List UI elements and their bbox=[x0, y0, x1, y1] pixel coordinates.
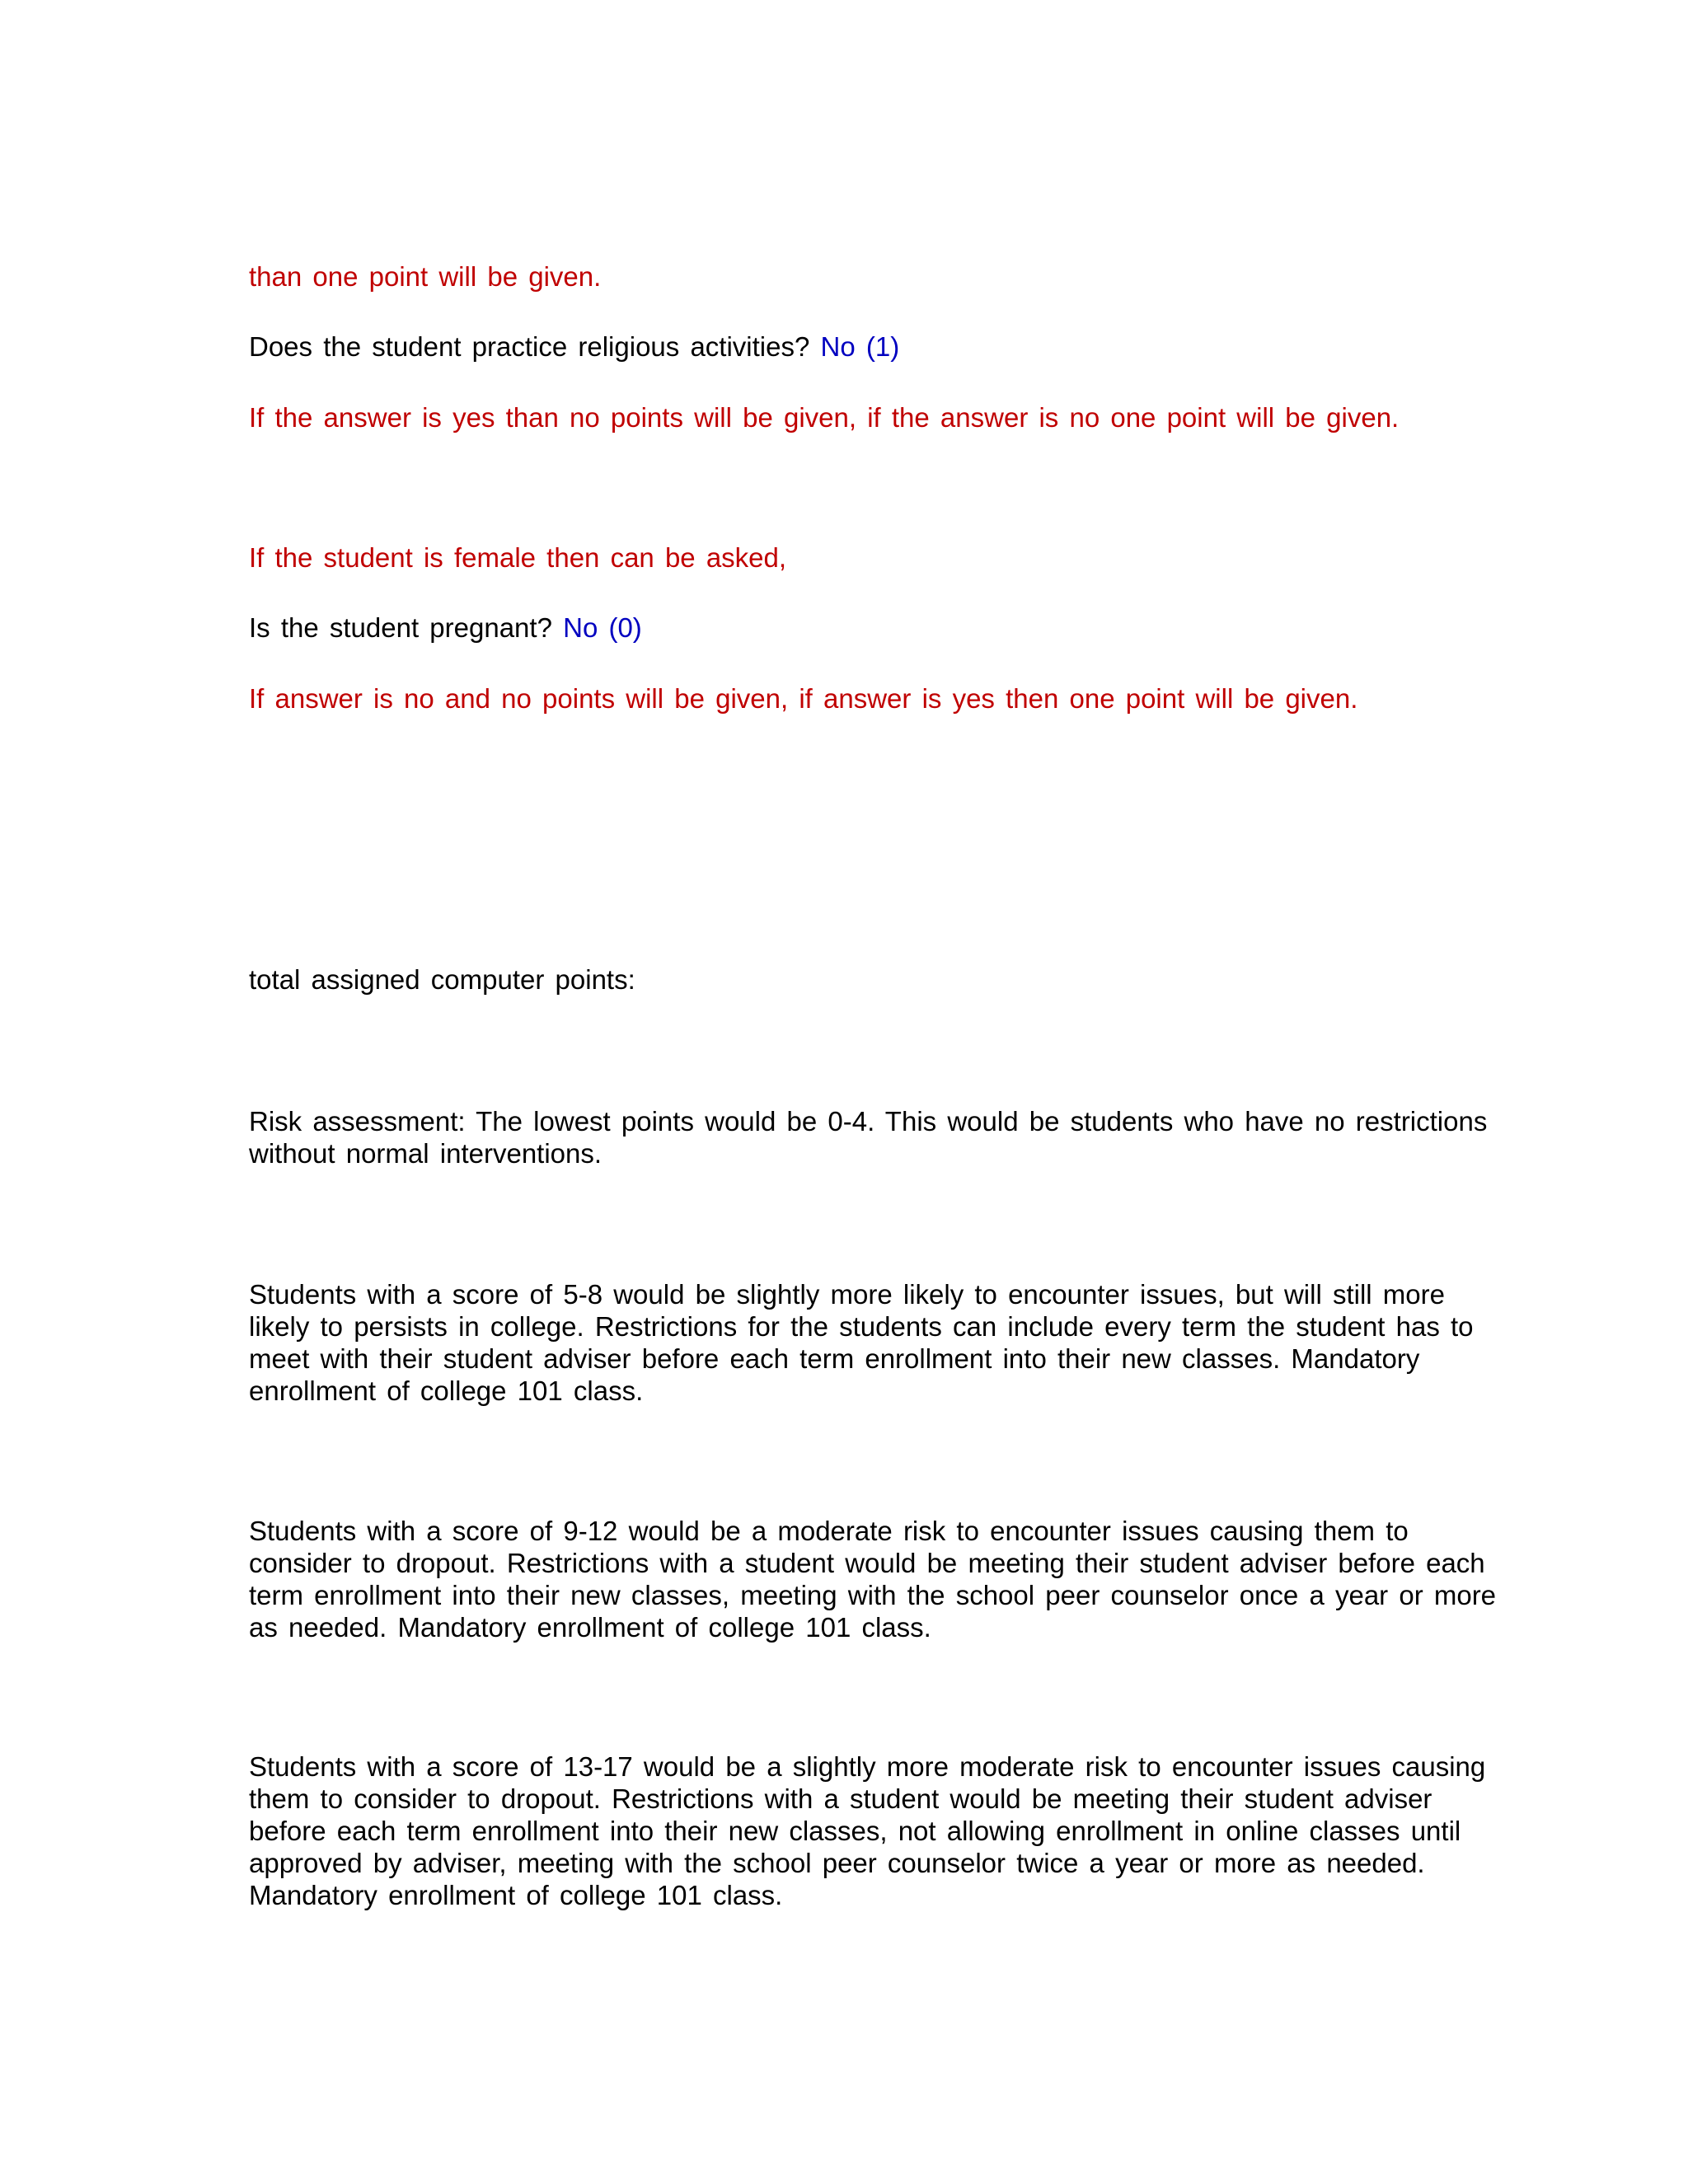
answer-pregnant: No (0) bbox=[563, 612, 642, 643]
risk-assessment-paragraph: Risk assessment: The lowest points would be 0-4. This would be students who have no restrictions without normal interventions. bbox=[249, 1106, 1488, 1169]
question-pregnant bbox=[249, 612, 642, 644]
instruction-point-given: than one point will be given. bbox=[249, 261, 602, 292]
instruction-pregnant-points: If answer is no and no points will be given, if answer is yes then one point will be given. bbox=[249, 683, 1358, 714]
question-pregnant-text: Is the student pregnant? bbox=[249, 612, 552, 643]
question-religious-text: Does the student practice religious activities? bbox=[249, 331, 810, 362]
answer-religious: No (1) bbox=[820, 331, 900, 362]
score-5-8-paragraph: Students with a score of 5-8 would be slightly more likely to encounter issues, but will still more likely to persists in college. Restrictions for the students can include every term the student has to meet with their student adviser before each term enrollment into their new classes. Mandatory enrollment of college 101 class. bbox=[249, 1279, 1474, 1406]
score-13-17-paragraph: Students with a score of 13-17 would be a slightly more moderate risk to encounter issues causing them to consider to dropout. Restrictions with a student would be meeting their student adviser before each term enrollment into their new classes, not allowing enrollment in online classes until approved by adviser, meeting with the school peer counselor twice a year or more as needed. Mandatory enrollment of college 101 class. bbox=[249, 1751, 1486, 1910]
instruction-female: If the student is female then can be asked, bbox=[249, 542, 787, 573]
score-9-12-paragraph: Students with a score of 9-12 would be a moderate risk to encounter issues causing them to consider to dropout. Restrictions with a student would be meeting their student adviser before each term enrollment into their new classes, meeting with the school peer counselor once a year or more as needed. Mandatory enrollment of college 101 class. bbox=[249, 1516, 1497, 1643]
question-religious bbox=[249, 330, 899, 363]
total-points-label: total assigned computer points: bbox=[249, 964, 635, 995]
instruction-religious-points: If the answer is yes than no points will be given, if the answer is no one point will be given. bbox=[249, 402, 1400, 433]
